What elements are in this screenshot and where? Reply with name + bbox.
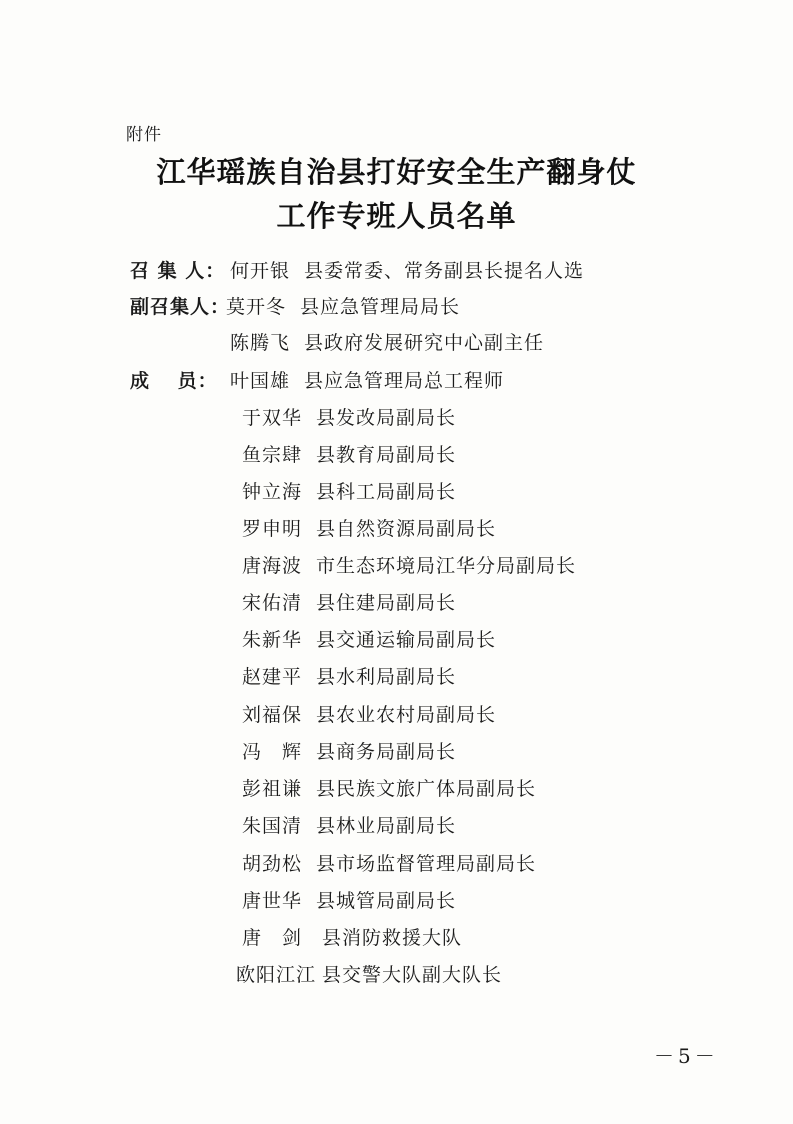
- document-title-line-1: 江华瑶族自治县打好安全生产翻身仗: [156, 155, 637, 189]
- person-name: 彭祖谦: [242, 778, 303, 800]
- list-item: [242, 811, 456, 838]
- person-post: 县住建局副局长: [316, 592, 457, 614]
- person-name: 罗申明: [242, 518, 303, 540]
- person-name: 冯 辉: [242, 741, 303, 763]
- list-item: [242, 662, 456, 689]
- list-item: [242, 774, 536, 801]
- role-members: 成 员：: [130, 370, 218, 392]
- list-item: [242, 886, 456, 913]
- list-item: [242, 551, 576, 578]
- person-name: 朱国清: [242, 815, 303, 837]
- person-post: 县应急管理局局长: [300, 296, 461, 318]
- person-post: 县民族文旅广体局副局长: [316, 778, 537, 800]
- list-item: [242, 588, 456, 615]
- person-post: 县水利局副局长: [316, 666, 457, 688]
- person-post: 县林业局副局长: [316, 815, 457, 837]
- person-post: 县科工局副局长: [316, 481, 457, 503]
- list-item: [242, 440, 456, 467]
- person-post: 县农业农村局副局长: [316, 704, 497, 726]
- person-name: 何开银: [230, 260, 291, 282]
- person-name: 陈腾飞: [230, 332, 291, 354]
- list-item: [230, 256, 584, 283]
- list-item: [242, 737, 456, 764]
- list-item: [226, 292, 460, 319]
- person-name: 鱼宗肆: [242, 444, 303, 466]
- person-post: 县自然资源局副局长: [316, 518, 497, 540]
- list-item: [242, 849, 536, 876]
- list-item: [242, 923, 462, 950]
- person-name: 唐 剑: [242, 927, 303, 949]
- list-item: [236, 960, 502, 987]
- person-post: 县发改局副局长: [316, 407, 457, 429]
- role-convener: 召 集 人：: [130, 260, 226, 282]
- person-name: 叶国雄: [230, 370, 291, 392]
- role-deputy-convener: 副召集人：: [130, 296, 231, 318]
- person-name: 欧阳江江: [236, 964, 317, 986]
- person-name: 刘福保: [242, 704, 303, 726]
- person-post: 市生态环境局江华分局副局长: [316, 555, 577, 577]
- person-post: 县应急管理局总工程师: [304, 370, 505, 392]
- person-name: 赵建平: [242, 666, 303, 688]
- person-post: 县市场监督管理局副局长: [316, 853, 537, 875]
- person-post: 县教育局副局长: [316, 444, 457, 466]
- person-name: 朱新华: [242, 629, 303, 651]
- list-item: [242, 403, 456, 430]
- list-item: [242, 700, 496, 727]
- person-post: 县交警大队副大队长: [322, 964, 503, 986]
- person-post: 县委常委、常务副县长提名人选: [304, 260, 585, 282]
- person-name: 钟立海: [242, 481, 303, 503]
- list-item: [230, 366, 504, 393]
- list-item: [230, 328, 544, 355]
- list-item: [242, 625, 496, 652]
- person-post: 县交通运输局副局长: [316, 629, 497, 651]
- list-item: [242, 477, 456, 504]
- person-name: 唐海波: [242, 555, 303, 577]
- person-post: 县商务局副局长: [316, 741, 457, 763]
- person-name: 宋佑清: [242, 592, 303, 614]
- person-post: 县消防救援大队: [322, 927, 463, 949]
- attachment-label: 附件: [126, 125, 162, 145]
- person-name: 于双华: [242, 407, 303, 429]
- list-item: [242, 514, 496, 541]
- person-post: 县城管局副局长: [316, 890, 457, 912]
- person-name: 莫开冬: [226, 296, 287, 318]
- page-number: －5－: [654, 1044, 719, 1068]
- person-post: 县政府发展研究中心副主任: [304, 332, 545, 354]
- document-title-line-2: 工作专班人员名单: [276, 199, 517, 233]
- person-name: 唐世华: [242, 890, 303, 912]
- person-name: 胡劲松: [242, 853, 303, 875]
